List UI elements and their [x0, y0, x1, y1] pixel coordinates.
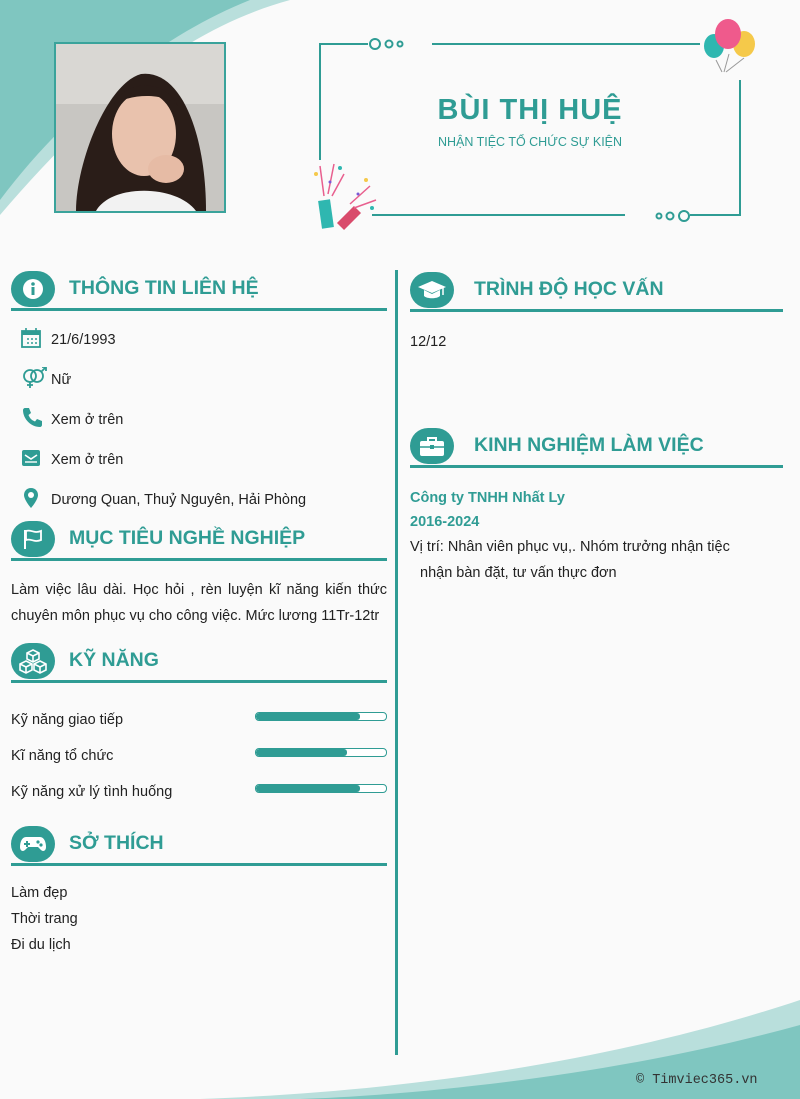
experience-section-title: KINH NGHIỆM LÀM VIỆC — [474, 434, 704, 456]
calendar-icon — [20, 327, 42, 349]
balloons-icon — [700, 16, 760, 74]
birthday-value: 21/6/1993 — [51, 332, 116, 348]
hobby-item: Thời trang — [11, 911, 78, 927]
section-underline — [410, 309, 783, 312]
education-section-header — [410, 272, 783, 312]
section-underline — [11, 863, 387, 866]
job-title: NHẬN TIỆC TỔ CHỨC SỰ KIỆN — [437, 135, 623, 149]
skill-progress-bar — [255, 748, 387, 757]
hobby-item: Đi du lịch — [11, 937, 71, 953]
skills-section-header — [11, 643, 387, 683]
info-icon — [11, 271, 55, 307]
graduation-cap-icon — [410, 272, 454, 308]
education-section-title: TRÌNH ĐỘ HỌC VẤN — [474, 278, 664, 300]
skill-progress-fill — [256, 785, 360, 792]
hobbies-section-header — [11, 826, 387, 866]
candidate-name: BÙI THỊ HUỆ — [437, 94, 623, 126]
phone-icon — [21, 406, 43, 428]
skill-progress-bar — [255, 784, 387, 793]
section-underline — [11, 558, 387, 561]
copyright-text: © Timviec365.vn — [636, 1073, 758, 1088]
party-popper-icon — [310, 160, 380, 235]
flag-icon — [11, 521, 55, 557]
gender-icon — [21, 367, 47, 389]
hobbies-section-title: SỞ THÍCH — [69, 832, 164, 854]
objective-section-header — [11, 521, 387, 561]
cubes-icon — [11, 643, 55, 679]
objective-text: Làm việc lâu dài. Học hỏi , rèn luyện kĩ năng kiến thức chuyên môn phục vụ cho công việc. Mức lương 11Tr-12tr — [11, 582, 387, 624]
profile-photo — [54, 42, 226, 213]
skills-section-title: KỸ NĂNG — [69, 649, 159, 671]
skill-progress-bar — [255, 712, 387, 721]
column-divider — [395, 270, 398, 1055]
work-period: 2016-2024 — [410, 514, 480, 530]
skill-progress-fill — [256, 749, 347, 756]
address-value: Dương Quan, Thuỷ Nguyên, Hải Phòng — [51, 492, 307, 508]
skill-label: Kỹ năng xử lý tình huống — [11, 784, 173, 800]
job-description-line: Vị trí: Nhân viên phục vụ,. Nhóm trưởng nhận tiệc — [410, 539, 730, 555]
skill-progress-fill — [256, 713, 360, 720]
section-underline — [410, 465, 783, 468]
contact-section-title: THÔNG TIN LIÊN HỆ — [69, 277, 259, 299]
company-name: Công ty TNHH Nhất Ly — [410, 490, 565, 506]
contact-section-header — [11, 271, 387, 311]
section-underline — [11, 308, 387, 311]
experience-section-header — [410, 428, 783, 468]
email-icon — [20, 447, 42, 469]
section-underline — [11, 680, 387, 683]
gender-value: Nữ — [51, 372, 72, 388]
skill-label: Kỹ năng giao tiếp — [11, 712, 124, 728]
gamepad-icon — [11, 826, 55, 862]
skill-label: Kĩ năng tổ chức — [11, 748, 114, 764]
education-text: 12/12 — [410, 334, 447, 350]
hobby-item: Làm đẹp — [11, 885, 68, 901]
briefcase-icon — [410, 428, 454, 464]
location-icon — [20, 487, 42, 509]
objective-section-title: MỤC TIÊU NGHỀ NGHIỆP — [69, 527, 306, 549]
job-description-line: nhận bàn đặt, tư vấn thực đơn — [420, 565, 617, 581]
phone-value: Xem ở trên — [51, 412, 124, 428]
email-value: Xem ở trên — [51, 452, 124, 468]
